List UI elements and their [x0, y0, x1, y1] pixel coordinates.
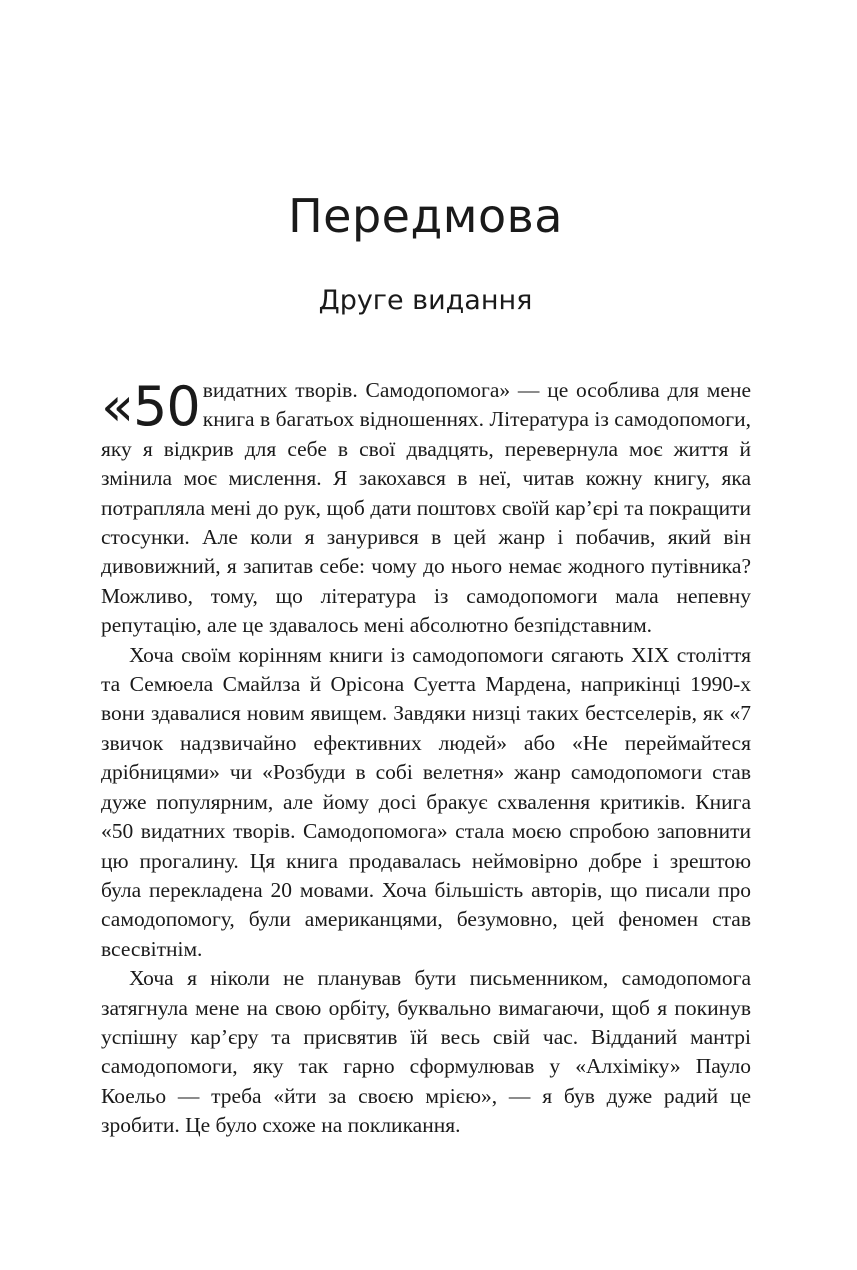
- page-title: Передмова: [288, 189, 563, 243]
- paragraph-1: [101, 376, 751, 641]
- paragraph-3: Хоча я ніколи не планував бути письменником, самодопомога затягнула мене на свою орбіту, буквально вимагаючи, щоб я покинув успішну кар’єру та присвятив їй весь свій час. Відданий мантрі самодопомоги, яку так гарно сформулював у «Алхіміку» Пауло Коельо — треба «йти за своєю мрією», — я був дуже радий це зробити. Це було схоже на покликання.: [101, 966, 751, 1138]
- page-subtitle: Друге видання: [318, 285, 533, 316]
- paragraph-1-text: видатних творів. Самодопомога» — це особлива для мене книга в багатьох відношеннях. Література із самодопомоги, яку я відкрив для себе в свої двадцять, перевернула моє життя й змінила моє мислення. Я закохався в неї, читав кожну книгу, яка потрапляла мені до рук, щоб дати поштовх своїй кар’єрі та покращити стосунки. Але коли я занурився в цей жанр і побачив, який він дивовижний, я запитав себе: чому до нього немає жодного путівника? Можливо, тому, що література із самодопомоги мала непевну репутацію, але це здавалось мені абсолютно безпідставним.: [101, 378, 751, 638]
- drop-cap: «50: [101, 375, 200, 438]
- body-text: [101, 376, 751, 1141]
- paragraph-2: Хоча своїм корінням книги із самодопомоги сягають XIX століття та Семюела Смайлза й Орісона Суетта Мардена, наприкінці 1990-х вони здавалися новим явищем. Завдяки низці таких бестселерів, як «7 звичок надзвичайно ефективних людей» або «Не переймайтеся дрібницями» чи «Розбуди в собі велетня» жанр самодопомоги став дуже популярним, але йому досі бракує схвалення критиків. Книга «50 видатних творів. Самодопомога» стала моєю спробою заповнити цю прогалину. Ця книга продавалась неймовірно добре і зрештою була перекладена 20 мовами. Хоча більшість авторів, що писали про самодопомогу, були американцями, безумовно, цей феномен став всесвітнім.: [101, 642, 751, 961]
